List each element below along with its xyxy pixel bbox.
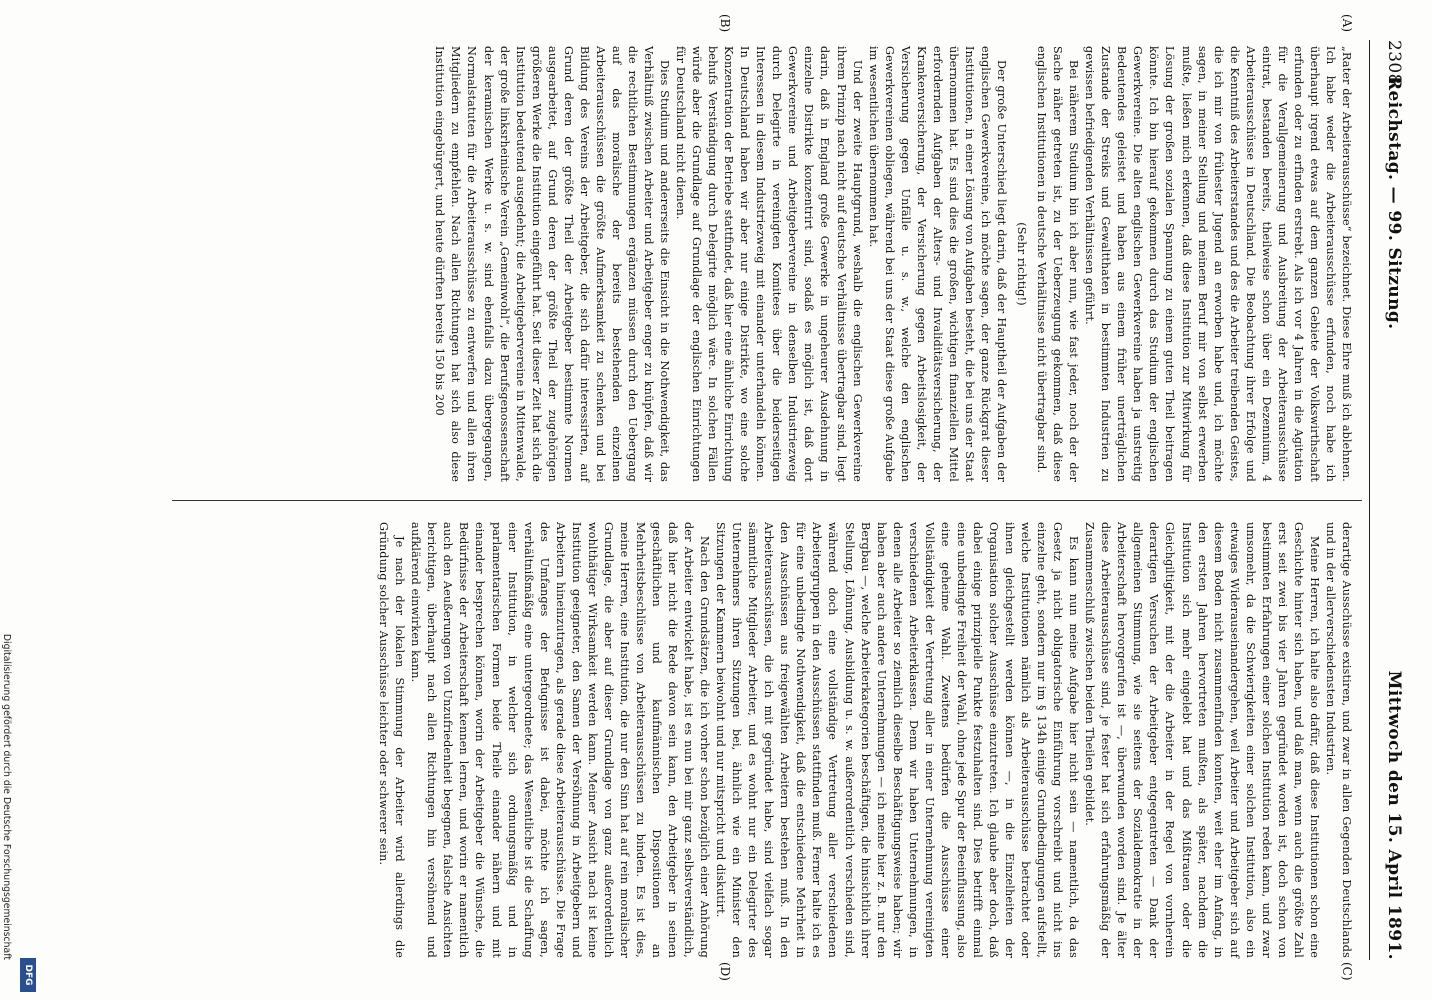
paragraph: Dies Studium und andererseits die Einsicht in die Nothwendigkeit, das Verhältniß zwischen Arbeiter und Arbeitgeber enger zu knüpfen, daß wir die rechtlichen Bestimmungen ergänzen müssen durch den Uebergang auf das moralische der bereits bestehenden einzelnen Arbeiterausschüssen die größte Aufmerksamkeit zu schenken und bei Bildung des Vereins der Arbeitgeber, die sich dafür interessirten, auf Grund deren der größte Theil der Arbeitgeber bestimmte Normen ausgearbeitet, auf Grund deren der größte Theil der zugehörigen größeren Werke die Institution eingeführt hat. Seit dieser Zeit hat sich die Institution bedeutend ausgedehnt; die Arbeitgebervereine in Mittenwalde, der große linksrheinische Verein „Gemeinwohl“, die Berufsgenossenschaft der keramischen Werke u. s. w. sind ebenfalls dazu übergegangen, Normalstatuten für die Arbeiterausschüsse zu entwerfen und allen ihren Mitgliedern zu empfehlen. Nach allen Richtungen hat sich also diese Institution eingebürgert, und heute dürften bereits 150 bis 200 — [433, 46, 672, 482]
interjection: (Sehr richtig!) — [1015, 222, 1029, 306]
margin-marker-a: (A) — [1340, 14, 1354, 33]
paragraph: Nach den Grundsätzen, die ich vorher schon bezüglich einer Anhörung der Arbeiter entwickelt habe, ist es nun bei mir ganz selbstverständlich, daß hier nicht die Rede davon sein kann, den Arbeitgeber in seinen geschäftlichen und kaufmännischen Dispositionen an Mehrheitsbeschlüsse von Arbeiterausschüssen zu binden. Es ist dies, meine Herren, eine Institution, die nur den Sinn hat auf rein moralischer Grundlage, die aber auf dieser Grundlage von ganz außerordentlich wohlthätiger Wirksamkeit werden kann. Meiner Ansicht nach ist keine Institution geeigneter, den Samen der Versöhnung in Arbeitgebern und Arbeitern hineinzutragen, als gerade diese Arbeiterausschüsse. Die Frage des Umfanges der Befugnisse ist dabei, möchte ich sagen, verhältnißmäßig eine untergeordnete; das Wesentliche ist die Schaffung einer Institution, in welcher sich ordnungsmäßig und in parlamentarischen Formen beide Theile einander nähern und mit einander besprechen können, worin der Arbeitgeber die Wünsche, die Bedürfnisse der Arbeiterschaft kennen lernen, und worin er namentlich auch den Aeußerungen von Unzufriedenheit begegnen, falsche Ansichten berichtigen, überhaupt nach allen Richtungen hin versöhnend und aufklärend einwirken kann. — [409, 522, 712, 958]
paragraph: Bei näherem Studium bin ich aber nun, wie fast jeder, noch der der Sache näher getreten ist, zu der Ueberzeugung gekommen, daß diese englischen Institutionen in deutsche Verhältnisse nicht übertragbar sind. — [1035, 46, 1081, 482]
digitization-credit: Digitalisierung gefördert durch die Deutsche Forschungsgemeinschaft — [1, 633, 12, 960]
paragraph: Der große Unterschied liegt darin, daß der Hauptheil der Aufgaben der englischen Gewerkvereine, ich möchte sagen, der ganze Rückgrat dieser Institutionen, in einer Lösung von Aufgaben besteht, die bei uns der Staat übernommen hat. Es sind dies die großen, wichtigen finanziellen Mittel erfordernden Aufgaben der Alters- und Invaliditätsversicherung, der Krankenversicherung, der Versicherung gegen Arbeitslosigkeit, der Versicherung gegen Unfälle u. s. w., welche den englischen Gewerkvereinen obliegen, während bei uns der Staat diese große Aufgabe im wesentlichen übernommen hat. — [866, 46, 1009, 482]
dfg-logo: DFG — [20, 958, 36, 992]
paragraph: Und der zweite Hauptgrund, weshalb die englischen Gewerkvereine ihrem Prinzip nach nicht auf deutsche Verhältnisse übertragbar sind, liegt darin, daß in England große Gewerke in ungeheurer Ausdehnung in einzelne Distrikte konzentrirt sind, sodaß es möglich ist, daß dort Gewerkvereine und Arbeitgebervereine in denselben Industriezweig durch Delegirte in vereinigten Komitees über die beiderseitigen Interessen in diesem Industriezweig mit einander unterhandeln können. In Deutschland haben wir aber nur einige Distrikte, wo eine solche Konzentration der Betriebe stattfindet, daß hier eine ähnliche Einrichtung behufs Verständigung durch Delegirte möglich wäre. In solchen Fällen würde aber die Grundlage auf Grundlage der englischen Einrichtungen für Deutschland nicht dienen. — [674, 46, 864, 482]
margin-marker-c: (C) — [1340, 962, 1354, 981]
page-header — [1369, 40, 1410, 960]
paragraph: „Rater der Arbeiterausschüsse“ bezeichnet. Diese Ehre muß ich ablehnen. Ich habe weder die Arbeiterausschüsse erfunden, noch habe ich überhaupt irgend etwas auf dem ganzen Gebiete der Volkswirthschaft erfunden oder zu erfinden erstrebt. Als ich vor 4 Jahren in die Agitation für die Verallgemeinerung und Ausbreitung der Arbeiterausschüsse eintrat, bestanden bereits, theilweise schon über ein Dezennium, 4 Arbeiterausschüsse in Deutschland. Die Beobachtung ihrer Erfolge und die Kenntniß des Arbeiterstandes und des die Arbeiter treibenden Geistes, die ich mir von frühester Jugend an erworben habe und, ich möchte sagen, in meiner Stellung und meinem Beruf mir von selbst erwerben mußte, ließen mich erkennen, daß diese Institution zur Mitwirkung für Lösung der großen sozialen Spannung zu einem guten Theil beitragen könnte. Ich bin hierauf gekommen durch das Studium der englischen Gewerkvereine. Die alten englischen Gewerkvereine haben ja unstreitig Bedeutendes geleistet und haben aus einem früher unerträglichen Zustande der Streiks und Gewaltthaten in bestimmten Industrien zu gewissen befriedigenden Verhältnissen geführt. — [1083, 46, 1353, 482]
margin-marker-b: (B) — [718, 14, 732, 33]
left-column — [431, 46, 1354, 482]
header-session: Reichstag. — 99. Sitzung. — [1384, 76, 1404, 330]
column-divider — [172, 500, 1362, 501]
right-column — [375, 522, 1354, 958]
paragraph: Es kann nun meine Aufgabe hier nicht sein — namentlich, da das Gesetz ja nicht obligatorische Einführung vorschreibt und nicht ins einzelne geht, sondern nur im § 134h einige Grundbedingungen aufstellt, welche Institutionen nämlich als Arbeiterausschüsse betrachtet oder ihnen gleichgestellt werden können —, in die Einzelheiten der Organisation solcher Ausschüsse einzutreten. Ich glaube aber doch, daß dabei einige prinzipielle Punkte festzuhalten sind. Dies betrifft einmal eine unbedingte Freiheit der Wahl, ohne jede Spur der Beeinflussung, also eine geheime Wahl. Zweitens bedürfen die Ausschüsse einer Vollständigkeit der Vertretung aller in einer Unternehmung vereinigten verschiedenen Arbeiterklassen. Denn wir haben Unternehmungen, in denen alle Arbeiter so ziemlich dieselbe Beschäftigungsweise haben; wir haben aber auch andere Unternehmungen — ich meine hier z. B. nur den Bergbau —, welche Arbeiterkategorien beschäftigen, die hinsichtlich ihrer Stellung, Löhnung, Ausbildung u. s. w. außerordentlich verschieden sind, während doch eine vollständige Vertretung aller verschiedenen Arbeitergruppen in den Ausschüssen stattfinden muß. Ferner halte ich es für eine unbedingte Nothwendigkeit, daß die entschiedene Mehrheit in den Ausschüssen aus freigewählten Arbeitern bestehen muß. In den Arbeiterausschüssen, die ich mit gegründet habe, sind vielfach sogar sämmtliche Mitglieder Arbeiter, und es wohnt nur ein Delegirter des Unternehmers ihren Sitzungen bei, ähnlich wie ein Minister den Sitzungen der Kammern beiwohnt und nur mitspricht und diskutirt. — [714, 522, 1081, 958]
paragraph: Je nach der lokalen Stimmung der Arbeiter wird allerdings die Gründung solcher Ausschüsse leichter oder schwerer sein. — [377, 522, 407, 958]
margin-marker-d: (D) — [718, 962, 732, 981]
page-number: 2308 — [1384, 40, 1404, 85]
paragraph: Meine Herren, ich halte also dafür, daß diese Institutionen schon eine Geschichte hinter sich haben, und daß man, wenn auch die größte Zahl erst seit zwei bis vier Jahren gegründet worden ist, doch schon von bestimmten Erfahrungen einer solchen Institution reden kann, und zwar umsomehr, da die Schwierigkeiten einer solchen Institution, also ein etwaiges Widerauseinandergehen, weil Arbeiter und Arbeitgeber sich auf diesem Boden nicht zusammenfinden konnten, weit eher im Anfang, in den ersten Jahren hervortreten mußten, als später, nachdem die Institution sich mehr eingelebt hat und das Mißtrauen oder die Gleichgiltigkeit, mit der die Arbeiter in der Regel von vornherein derartigen Versuchen der Arbeitgeber entgegentreten — Dank der allgemeinen Stimmung, wie sie seitens der Sozialdemokratie in der Arbeiterschaft hervorgerufen ist —, überwunden worden sind. Je älter diese Arbeiterausschüsse sind, je fester hat sich erfahrungsmäßig der Zusammenschluß zwischen beiden Theilen gebildet. — [1083, 522, 1321, 958]
header-date: Mittwoch den 15. April 1891. — [1384, 670, 1404, 960]
paragraph: derartige Ausschüsse existiren, und zwar in allen Gegenden Deutschlands und in der allerverschiedensten Industrien. — [1323, 522, 1353, 958]
